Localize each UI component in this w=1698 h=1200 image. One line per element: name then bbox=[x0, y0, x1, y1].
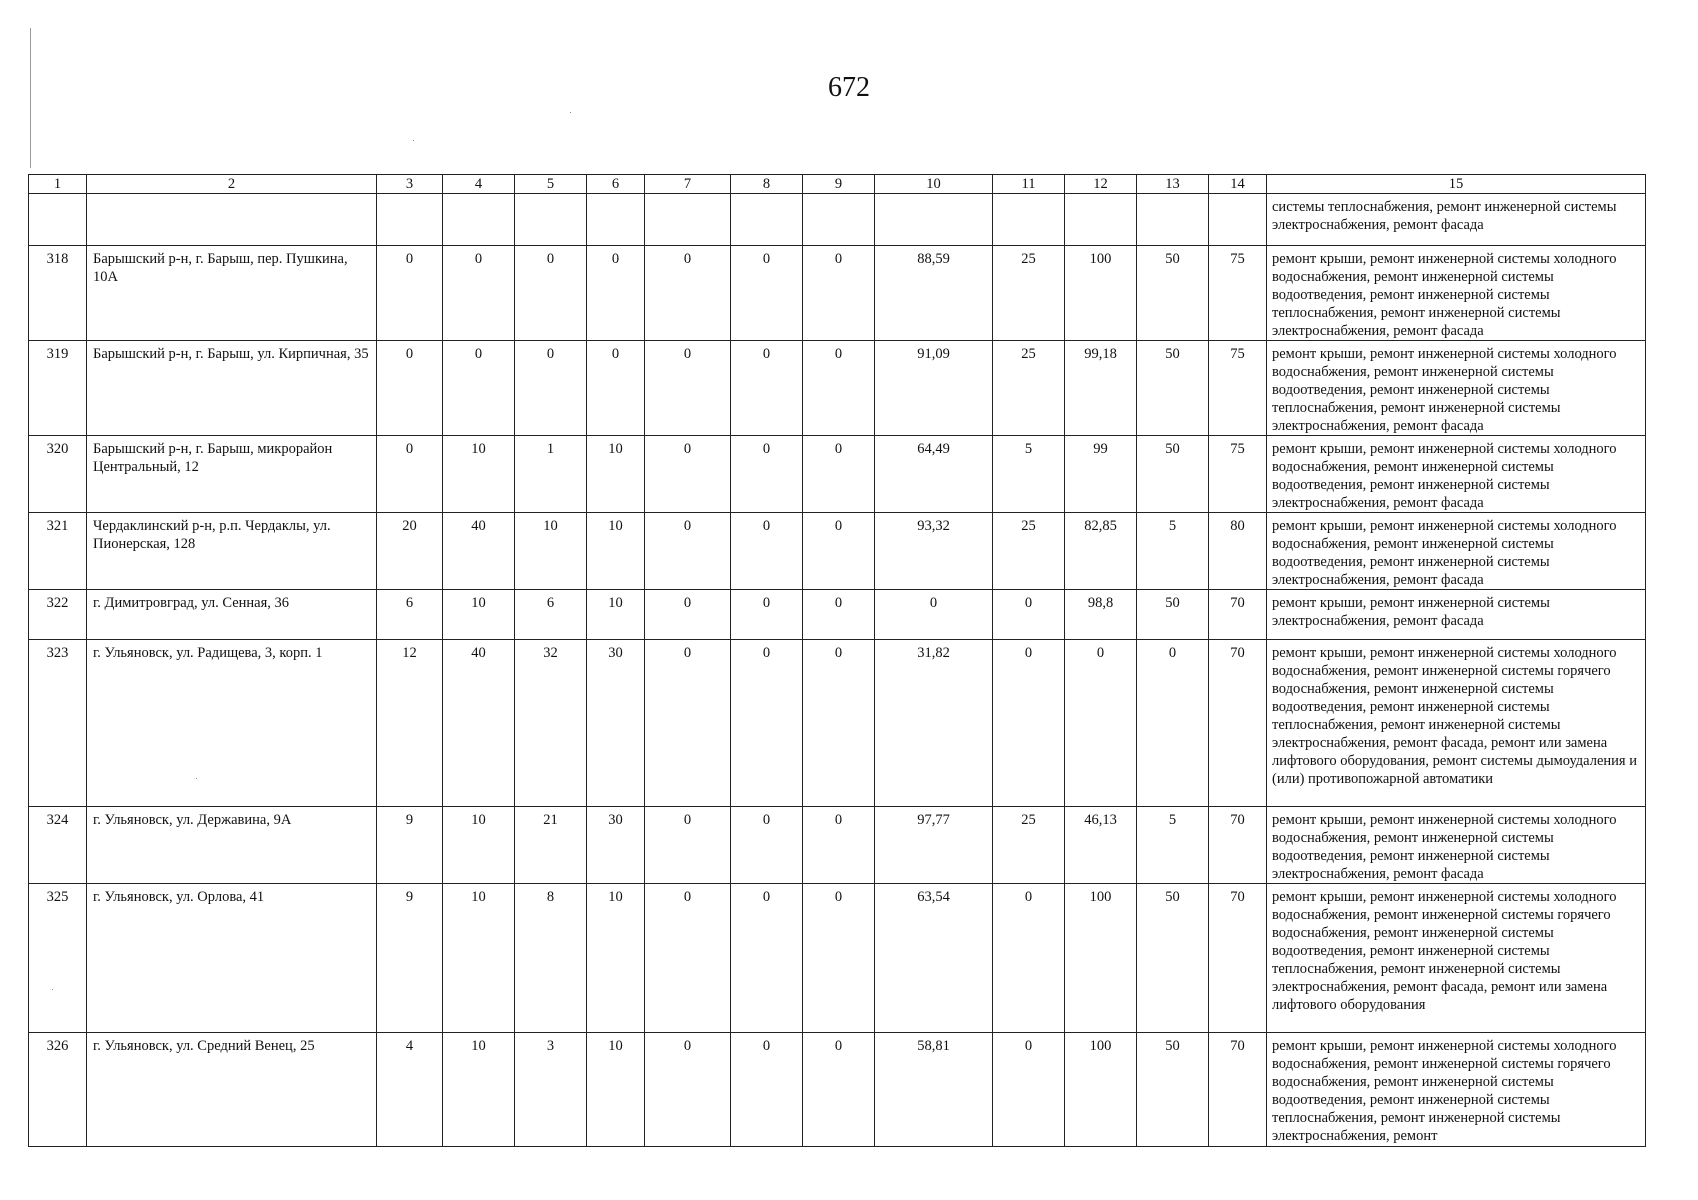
value-cell-col-8: 0 bbox=[731, 341, 803, 436]
value-cell-col-8: 0 bbox=[731, 640, 803, 807]
value-cell-col-13 bbox=[1137, 194, 1209, 246]
value-cell-col-5: 0 bbox=[515, 341, 587, 436]
table-row bbox=[29, 1033, 1646, 1147]
value-cell-col-4: 10 bbox=[443, 1033, 515, 1147]
value-cell-col-5: 1 bbox=[515, 436, 587, 513]
value-cell-col-6 bbox=[587, 194, 645, 246]
value-cell-col-9: 0 bbox=[803, 1033, 875, 1147]
value-cell-col-9: 0 bbox=[803, 640, 875, 807]
value-cell-col-5: 6 bbox=[515, 590, 587, 640]
value-cell-col-6: 0 bbox=[587, 246, 645, 341]
value-cell-col-10: 97,77 bbox=[875, 807, 993, 884]
column-header: 12 bbox=[1065, 175, 1137, 194]
value-cell-col-9 bbox=[803, 194, 875, 246]
value-cell-col-12: 99 bbox=[1065, 436, 1137, 513]
value-cell-col-7: 0 bbox=[645, 640, 731, 807]
page-number: 672 bbox=[828, 72, 870, 103]
table-row bbox=[29, 590, 1646, 640]
column-header: 8 bbox=[731, 175, 803, 194]
address-cell: Чердаклинский р-н, р.п. Чердаклы, ул. Пионерская, 128 bbox=[87, 513, 377, 590]
row-number-cell: 319 bbox=[29, 341, 87, 436]
value-cell-col-10: 93,32 bbox=[875, 513, 993, 590]
scan-speck bbox=[52, 989, 53, 990]
value-cell-col-5: 21 bbox=[515, 807, 587, 884]
value-cell-col-11: 25 bbox=[993, 246, 1065, 341]
value-cell-col-11: 25 bbox=[993, 513, 1065, 590]
value-cell-col-11: 0 bbox=[993, 640, 1065, 807]
value-cell-col-4: 10 bbox=[443, 884, 515, 1033]
value-cell-col-8 bbox=[731, 194, 803, 246]
value-cell-col-8: 0 bbox=[731, 513, 803, 590]
value-cell-col-3: 9 bbox=[377, 884, 443, 1033]
value-cell-col-8: 0 bbox=[731, 884, 803, 1033]
value-cell-col-4: 0 bbox=[443, 246, 515, 341]
value-cell-col-14: 80 bbox=[1209, 513, 1267, 590]
table-row bbox=[29, 436, 1646, 513]
works-cell: ремонт крыши, ремонт инженерной системы холодного водоснабжения, ремонт инженерной системы горячего водоснабжения, ремонт инженерной системы водоотведения, ремонт инженерной системы теплоснабжения, ремонт инженерной системы электроснабжения, ремонт bbox=[1267, 1033, 1646, 1147]
table-row bbox=[29, 640, 1646, 807]
value-cell-col-10: 88,59 bbox=[875, 246, 993, 341]
value-cell-col-7: 0 bbox=[645, 884, 731, 1033]
value-cell-col-5: 0 bbox=[515, 246, 587, 341]
value-cell-col-14: 70 bbox=[1209, 884, 1267, 1033]
address-cell: г. Димитровград, ул. Сенная, 36 bbox=[87, 590, 377, 640]
value-cell-col-4 bbox=[443, 194, 515, 246]
value-cell-col-13: 0 bbox=[1137, 640, 1209, 807]
value-cell-col-14: 70 bbox=[1209, 807, 1267, 884]
scan-speck bbox=[196, 778, 197, 779]
value-cell-col-10: 64,49 bbox=[875, 436, 993, 513]
value-cell-col-8: 0 bbox=[731, 807, 803, 884]
address-cell: Барышский р-н, г. Барыш, микрорайон Центральный, 12 bbox=[87, 436, 377, 513]
value-cell-col-3: 20 bbox=[377, 513, 443, 590]
value-cell-col-3: 9 bbox=[377, 807, 443, 884]
column-header: 3 bbox=[377, 175, 443, 194]
value-cell-col-3: 0 bbox=[377, 341, 443, 436]
value-cell-col-5: 32 bbox=[515, 640, 587, 807]
column-header: 7 bbox=[645, 175, 731, 194]
value-cell-col-3: 0 bbox=[377, 436, 443, 513]
value-cell-col-13: 50 bbox=[1137, 590, 1209, 640]
value-cell-col-11: 0 bbox=[993, 884, 1065, 1033]
value-cell-col-3: 12 bbox=[377, 640, 443, 807]
value-cell-col-7: 0 bbox=[645, 513, 731, 590]
value-cell-col-13: 5 bbox=[1137, 807, 1209, 884]
row-number-cell: 322 bbox=[29, 590, 87, 640]
value-cell-col-12 bbox=[1065, 194, 1137, 246]
address-cell: г. Ульяновск, ул. Орлова, 41 bbox=[87, 884, 377, 1033]
row-number-cell: 324 bbox=[29, 807, 87, 884]
value-cell-col-6: 10 bbox=[587, 1033, 645, 1147]
value-cell-col-7 bbox=[645, 194, 731, 246]
value-cell-col-6: 10 bbox=[587, 513, 645, 590]
value-cell-col-5 bbox=[515, 194, 587, 246]
value-cell-col-6: 10 bbox=[587, 436, 645, 513]
address-cell: г. Ульяновск, ул. Державина, 9А bbox=[87, 807, 377, 884]
value-cell-col-13: 50 bbox=[1137, 246, 1209, 341]
value-cell-col-10: 58,81 bbox=[875, 1033, 993, 1147]
value-cell-col-12: 100 bbox=[1065, 884, 1137, 1033]
column-header: 5 bbox=[515, 175, 587, 194]
value-cell-col-9: 0 bbox=[803, 436, 875, 513]
value-cell-col-13: 50 bbox=[1137, 884, 1209, 1033]
value-cell-col-11: 5 bbox=[993, 436, 1065, 513]
row-number-cell: 321 bbox=[29, 513, 87, 590]
value-cell-col-8: 0 bbox=[731, 246, 803, 341]
column-number-row bbox=[29, 175, 1646, 194]
table-row bbox=[29, 341, 1646, 436]
repair-program-table bbox=[28, 174, 1646, 1147]
value-cell-col-14: 70 bbox=[1209, 590, 1267, 640]
value-cell-col-4: 10 bbox=[443, 590, 515, 640]
table-row bbox=[29, 246, 1646, 341]
value-cell-col-11: 25 bbox=[993, 341, 1065, 436]
value-cell-col-5: 10 bbox=[515, 513, 587, 590]
value-cell-col-9: 0 bbox=[803, 246, 875, 341]
row-number-cell bbox=[29, 194, 87, 246]
value-cell-col-10: 0 bbox=[875, 590, 993, 640]
column-header: 11 bbox=[993, 175, 1065, 194]
column-header: 15 bbox=[1267, 175, 1646, 194]
value-cell-col-3 bbox=[377, 194, 443, 246]
table-row bbox=[29, 194, 1646, 246]
address-cell: Барышский р-н, г. Барыш, пер. Пушкина, 10А bbox=[87, 246, 377, 341]
value-cell-col-9: 0 bbox=[803, 884, 875, 1033]
value-cell-col-5: 8 bbox=[515, 884, 587, 1033]
value-cell-col-4: 0 bbox=[443, 341, 515, 436]
address-cell bbox=[87, 194, 377, 246]
row-number-cell: 326 bbox=[29, 1033, 87, 1147]
value-cell-col-10: 31,82 bbox=[875, 640, 993, 807]
value-cell-col-12: 99,18 bbox=[1065, 341, 1137, 436]
works-cell: системы теплоснабжения, ремонт инженерной системы электроснабжения, ремонт фасада bbox=[1267, 194, 1646, 246]
value-cell-col-3: 4 bbox=[377, 1033, 443, 1147]
value-cell-col-7: 0 bbox=[645, 1033, 731, 1147]
column-header: 14 bbox=[1209, 175, 1267, 194]
value-cell-col-12: 100 bbox=[1065, 1033, 1137, 1147]
value-cell-col-7: 0 bbox=[645, 590, 731, 640]
value-cell-col-6: 10 bbox=[587, 590, 645, 640]
value-cell-col-14: 70 bbox=[1209, 1033, 1267, 1147]
scan-speck bbox=[413, 140, 414, 141]
row-number-cell: 320 bbox=[29, 436, 87, 513]
column-header: 6 bbox=[587, 175, 645, 194]
value-cell-col-13: 50 bbox=[1137, 436, 1209, 513]
value-cell-col-4: 40 bbox=[443, 513, 515, 590]
row-number-cell: 323 bbox=[29, 640, 87, 807]
value-cell-col-9: 0 bbox=[803, 807, 875, 884]
table-row bbox=[29, 513, 1646, 590]
value-cell-col-6: 10 bbox=[587, 884, 645, 1033]
value-cell-col-7: 0 bbox=[645, 246, 731, 341]
value-cell-col-6: 30 bbox=[587, 640, 645, 807]
value-cell-col-4: 10 bbox=[443, 807, 515, 884]
column-header: 10 bbox=[875, 175, 993, 194]
value-cell-col-12: 82,85 bbox=[1065, 513, 1137, 590]
value-cell-col-14: 75 bbox=[1209, 341, 1267, 436]
value-cell-col-13: 50 bbox=[1137, 1033, 1209, 1147]
value-cell-col-3: 6 bbox=[377, 590, 443, 640]
column-header: 13 bbox=[1137, 175, 1209, 194]
value-cell-col-4: 40 bbox=[443, 640, 515, 807]
value-cell-col-5: 3 bbox=[515, 1033, 587, 1147]
works-cell: ремонт крыши, ремонт инженерной системы холодного водоснабжения, ремонт инженерной системы водоотведения, ремонт инженерной системы электроснабжения, ремонт фасада bbox=[1267, 807, 1646, 884]
column-header: 9 bbox=[803, 175, 875, 194]
value-cell-col-12: 46,13 bbox=[1065, 807, 1137, 884]
value-cell-col-12: 98,8 bbox=[1065, 590, 1137, 640]
value-cell-col-7: 0 bbox=[645, 807, 731, 884]
value-cell-col-9: 0 bbox=[803, 590, 875, 640]
value-cell-col-4: 10 bbox=[443, 436, 515, 513]
value-cell-col-8: 0 bbox=[731, 590, 803, 640]
works-cell: ремонт крыши, ремонт инженерной системы холодного водоснабжения, ремонт инженерной системы горячего водоснабжения, ремонт инженерной системы водоотведения, ремонт инженерной системы теплоснабжения, ремонт инженерной системы электроснабжения, ремонт фасада, ремонт или замена лифтового оборудования bbox=[1267, 884, 1646, 1033]
address-cell: г. Ульяновск, ул. Средний Венец, 25 bbox=[87, 1033, 377, 1147]
row-number-cell: 325 bbox=[29, 884, 87, 1033]
value-cell-col-9: 0 bbox=[803, 513, 875, 590]
value-cell-col-9: 0 bbox=[803, 341, 875, 436]
value-cell-col-10 bbox=[875, 194, 993, 246]
value-cell-col-11: 0 bbox=[993, 590, 1065, 640]
table-row bbox=[29, 807, 1646, 884]
value-cell-col-8: 0 bbox=[731, 1033, 803, 1147]
value-cell-col-10: 91,09 bbox=[875, 341, 993, 436]
value-cell-col-6: 0 bbox=[587, 341, 645, 436]
column-header: 2 bbox=[87, 175, 377, 194]
value-cell-col-12: 100 bbox=[1065, 246, 1137, 341]
value-cell-col-11: 25 bbox=[993, 807, 1065, 884]
value-cell-col-11 bbox=[993, 194, 1065, 246]
value-cell-col-11: 0 bbox=[993, 1033, 1065, 1147]
value-cell-col-8: 0 bbox=[731, 436, 803, 513]
value-cell-col-7: 0 bbox=[645, 436, 731, 513]
address-cell: г. Ульяновск, ул. Радищева, 3, корп. 1 bbox=[87, 640, 377, 807]
value-cell-col-14 bbox=[1209, 194, 1267, 246]
table-row bbox=[29, 884, 1646, 1033]
value-cell-col-12: 0 bbox=[1065, 640, 1137, 807]
column-header: 4 bbox=[443, 175, 515, 194]
value-cell-col-13: 50 bbox=[1137, 341, 1209, 436]
column-header: 1 bbox=[29, 175, 87, 194]
works-cell: ремонт крыши, ремонт инженерной системы электроснабжения, ремонт фасада bbox=[1267, 590, 1646, 640]
works-cell: ремонт крыши, ремонт инженерной системы холодного водоснабжения, ремонт инженерной системы водоотведения, ремонт инженерной системы теплоснабжения, ремонт инженерной системы электроснабжения, ремонт фасада bbox=[1267, 341, 1646, 436]
works-cell: ремонт крыши, ремонт инженерной системы холодного водоснабжения, ремонт инженерной системы водоотведения, ремонт инженерной системы электроснабжения, ремонт фасада bbox=[1267, 436, 1646, 513]
value-cell-col-10: 63,54 bbox=[875, 884, 993, 1033]
row-number-cell: 318 bbox=[29, 246, 87, 341]
works-cell: ремонт крыши, ремонт инженерной системы холодного водоснабжения, ремонт инженерной системы водоотведения, ремонт инженерной системы электроснабжения, ремонт фасада bbox=[1267, 513, 1646, 590]
address-cell: Барышский р-н, г. Барыш, ул. Кирпичная, 35 bbox=[87, 341, 377, 436]
value-cell-col-14: 70 bbox=[1209, 640, 1267, 807]
value-cell-col-3: 0 bbox=[377, 246, 443, 341]
scan-speck bbox=[570, 112, 571, 113]
works-cell: ремонт крыши, ремонт инженерной системы холодного водоснабжения, ремонт инженерной системы водоотведения, ремонт инженерной системы теплоснабжения, ремонт инженерной системы электроснабжения, ремонт фасада bbox=[1267, 246, 1646, 341]
value-cell-col-6: 30 bbox=[587, 807, 645, 884]
value-cell-col-14: 75 bbox=[1209, 436, 1267, 513]
works-cell: ремонт крыши, ремонт инженерной системы холодного водоснабжения, ремонт инженерной системы горячего водоснабжения, ремонт инженерной системы водоотведения, ремонт инженерной системы теплоснабжения, ремонт инженерной системы электроснабжения, ремонт фасада, ремонт или замена лифтового оборудования, ремонт системы дымоудаления и (или) противопожарной автоматики bbox=[1267, 640, 1646, 807]
value-cell-col-13: 5 bbox=[1137, 513, 1209, 590]
value-cell-col-7: 0 bbox=[645, 341, 731, 436]
value-cell-col-14: 75 bbox=[1209, 246, 1267, 341]
